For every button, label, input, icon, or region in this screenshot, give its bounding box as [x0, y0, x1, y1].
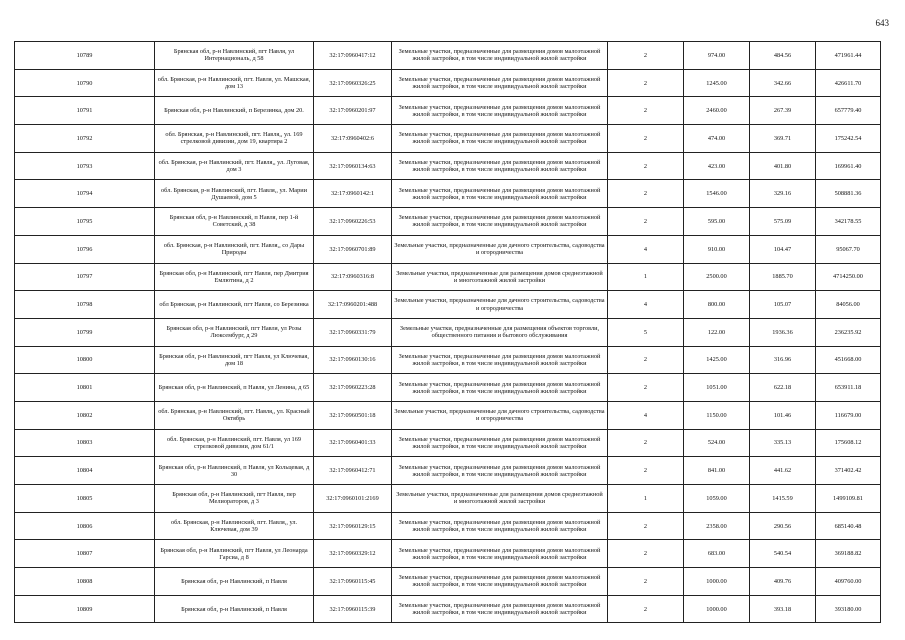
cadastral-value-cell: 451668.00: [816, 346, 881, 374]
table-row: [15, 485, 881, 513]
area-cell: 974.00: [684, 42, 750, 70]
land-use-cell: Земельные участки, предназначенные для размещения домов малоэтажной жилой застройки, в том числе индивидуальной жилой застройки: [392, 568, 608, 596]
address-cell: Брянская обл, р-н Навлинский, п Навля: [155, 595, 314, 623]
table-row: [15, 457, 881, 485]
table-row: [15, 512, 881, 540]
land-use-cell: Земельные участки, предназначенные для размещения домов малоэтажной жилой застройки, в том числе индивидуальной жилой застройки: [392, 42, 608, 70]
cadastral-value-cell: 169961.40: [816, 152, 881, 180]
row-number-cell: 10795: [15, 208, 155, 236]
group-cell: 2: [608, 42, 684, 70]
row-number-cell: 10806: [15, 512, 155, 540]
specific-value-cell: 1885.70: [750, 263, 816, 291]
cadastral-number-cell: 32:17:0960331:79: [314, 318, 392, 346]
area-cell: 910.00: [684, 235, 750, 263]
area-cell: 122.00: [684, 318, 750, 346]
group-cell: 2: [608, 152, 684, 180]
land-use-cell: Земельные участки, предназначенные для дачного строительства, садоводства и огородничества: [392, 291, 608, 319]
row-number-cell: 10798: [15, 291, 155, 319]
specific-value-cell: 316.96: [750, 346, 816, 374]
area-cell: 841.00: [684, 457, 750, 485]
row-number-cell: 10790: [15, 69, 155, 97]
area-cell: 474.00: [684, 125, 750, 153]
land-use-cell: Земельные участки, предназначенные для размещения домов малоэтажной жилой застройки, в том числе индивидуальной жилой застройки: [392, 97, 608, 125]
group-cell: 2: [608, 69, 684, 97]
specific-value-cell: 335.13: [750, 429, 816, 457]
row-number-cell: 10789: [15, 42, 155, 70]
address-cell: Брянская обл, р-н Навлинский, п Навля: [155, 568, 314, 596]
cadastral-value-cell: 95067.70: [816, 235, 881, 263]
group-cell: 2: [608, 568, 684, 596]
area-cell: 1546.00: [684, 180, 750, 208]
specific-value-cell: 369.71: [750, 125, 816, 153]
land-use-cell: Земельные участки, предназначенные для размещения домов малоэтажной жилой застройки, в том числе индивидуальной жилой застройки: [392, 208, 608, 236]
address-cell: обл. Брянская, р-н Навлинский, пгт. Навля,, ул. Луговая, дом 3: [155, 152, 314, 180]
cadastral-number-cell: 32:17:0960401:33: [314, 429, 392, 457]
specific-value-cell: 101.46: [750, 401, 816, 429]
table-row: [15, 346, 881, 374]
page-number: 643: [875, 18, 889, 28]
specific-value-cell: 409.76: [750, 568, 816, 596]
specific-value-cell: 393.18: [750, 595, 816, 623]
area-cell: 2460.00: [684, 97, 750, 125]
table-body: [15, 42, 881, 623]
area-cell: 2358.00: [684, 512, 750, 540]
group-cell: 4: [608, 235, 684, 263]
cadastral-number-cell: 32:17:0960501:18: [314, 401, 392, 429]
cadastral-value-cell: 657779.40: [816, 97, 881, 125]
row-number-cell: 10804: [15, 457, 155, 485]
group-cell: 2: [608, 540, 684, 568]
specific-value-cell: 484.56: [750, 42, 816, 70]
cadastral-number-cell: 32:17:0960329:12: [314, 540, 392, 568]
area-cell: 1425.00: [684, 346, 750, 374]
row-number-cell: 10808: [15, 568, 155, 596]
row-number-cell: 10803: [15, 429, 155, 457]
cadastral-number-cell: 32:17:0960402:6: [314, 125, 392, 153]
cadastral-number-cell: 32:17:0960134:63: [314, 152, 392, 180]
row-number-cell: 10797: [15, 263, 155, 291]
land-use-cell: Земельные участки, предназначенные для размещения домов малоэтажной жилой застройки, в том числе индивидуальной жилой застройки: [392, 512, 608, 540]
cadastral-value-cell: 471961.44: [816, 42, 881, 70]
land-use-cell: Земельные участки, предназначенные для размещения домов малоэтажной жилой застройки, в том числе индивидуальной жилой застройки: [392, 346, 608, 374]
area-cell: 2500.00: [684, 263, 750, 291]
land-use-cell: Земельные участки, предназначенные для размещения домов малоэтажной жилой застройки, в том числе индивидуальной жилой застройки: [392, 595, 608, 623]
cadastral-value-cell: 236235.92: [816, 318, 881, 346]
table-row: [15, 374, 881, 402]
cadastral-value-cell: 371402.42: [816, 457, 881, 485]
row-number-cell: 10799: [15, 318, 155, 346]
area-cell: 1150.00: [684, 401, 750, 429]
specific-value-cell: 1415.59: [750, 485, 816, 513]
cadastral-number-cell: 32:17:0960201:488: [314, 291, 392, 319]
land-use-cell: Земельные участки, предназначенные для размещения домов среднеэтажной и многоэтажной жилой застройки: [392, 263, 608, 291]
cadastral-number-cell: 32:17:0960226:53: [314, 208, 392, 236]
group-cell: 4: [608, 401, 684, 429]
address-cell: обл Брянская, р-н Навлинский, пгт Навля, со Березинка: [155, 291, 314, 319]
cadastral-value-cell: 4714250.00: [816, 263, 881, 291]
cadastral-number-cell: 32:17:0960115:39: [314, 595, 392, 623]
specific-value-cell: 329.16: [750, 180, 816, 208]
land-use-cell: Земельные участки, предназначенные для размещения домов малоэтажной жилой застройки, в том числе индивидуальной жилой застройки: [392, 457, 608, 485]
specific-value-cell: 1936.36: [750, 318, 816, 346]
address-cell: Брянская обл, р-н Навлинский, п Березинка, дом 20.: [155, 97, 314, 125]
cadastral-value-cell: 175608.12: [816, 429, 881, 457]
area-cell: 524.00: [684, 429, 750, 457]
group-cell: 2: [608, 180, 684, 208]
group-cell: 2: [608, 346, 684, 374]
address-cell: Брянская обл, р-н Навлинский, пгт Навля, пер Мелиораторов, д 3: [155, 485, 314, 513]
land-registry-table: [14, 41, 881, 623]
table-row: [15, 291, 881, 319]
cadastral-number-cell: 32:17:0960201:97: [314, 97, 392, 125]
cadastral-number-cell: 32:17:0960316:8: [314, 263, 392, 291]
specific-value-cell: 540.54: [750, 540, 816, 568]
row-number-cell: 10805: [15, 485, 155, 513]
table-row: [15, 42, 881, 70]
address-cell: Брянская обл, р-н Навлинский, п Навля, ул Ленина, д 65: [155, 374, 314, 402]
row-number-cell: 10792: [15, 125, 155, 153]
table-row: [15, 235, 881, 263]
specific-value-cell: 104.47: [750, 235, 816, 263]
cadastral-number-cell: 32:17:0960412:71: [314, 457, 392, 485]
area-cell: 1000.00: [684, 568, 750, 596]
row-number-cell: 10794: [15, 180, 155, 208]
table-row: [15, 263, 881, 291]
group-cell: 2: [608, 457, 684, 485]
address-cell: обл. Брянская, р-н Навлинский, пгт. Навля,, ул. 169 стрелковой дивизии, дом 19, квартира 2: [155, 125, 314, 153]
land-use-cell: Земельные участки, предназначенные для размещения домов малоэтажной жилой застройки, в том числе индивидуальной жилой застройки: [392, 69, 608, 97]
row-number-cell: 10801: [15, 374, 155, 402]
group-cell: 2: [608, 595, 684, 623]
group-cell: 4: [608, 291, 684, 319]
land-use-cell: Земельные участки, предназначенные для размещения домов малоэтажной жилой застройки, в том числе индивидуальной жилой застройки: [392, 125, 608, 153]
cadastral-value-cell: 342178.55: [816, 208, 881, 236]
table-row: [15, 152, 881, 180]
address-cell: обл. Брянская, р-н Навлинский, пгт. Навля,, ул. Красный Октябрь: [155, 401, 314, 429]
area-cell: 423.00: [684, 152, 750, 180]
land-use-cell: Земельные участки, предназначенные для размещения домов среднеэтажной и многоэтажной жилой застройки: [392, 485, 608, 513]
group-cell: 2: [608, 429, 684, 457]
cadastral-number-cell: 32:17:0960223:28: [314, 374, 392, 402]
cadastral-value-cell: 653911.18: [816, 374, 881, 402]
table-row: [15, 568, 881, 596]
address-cell: Брянская обл, р-н Навлинский, пгт Навля, ул Ключевая, дом 18: [155, 346, 314, 374]
group-cell: 1: [608, 485, 684, 513]
land-use-cell: Земельные участки, предназначенные для размещения домов малоэтажной жилой застройки, в том числе индивидуальной жилой застройки: [392, 374, 608, 402]
cadastral-number-cell: 32:17:0960326:25: [314, 69, 392, 97]
group-cell: 2: [608, 97, 684, 125]
address-cell: обл. Брянская, р-н Навлинский, пгт. Навля,, со Дары Природы: [155, 235, 314, 263]
table-row: [15, 318, 881, 346]
land-use-cell: Земельные участки, предназначенные для размещения домов малоэтажной жилой застройки, в том числе индивидуальной жилой застройки: [392, 180, 608, 208]
group-cell: 2: [608, 125, 684, 153]
group-cell: 2: [608, 208, 684, 236]
address-cell: обл. Брянская, р-н Навлинский, пгт. Навля,, ул. Марии Душаевой, дом 5: [155, 180, 314, 208]
cadastral-value-cell: 685140.48: [816, 512, 881, 540]
specific-value-cell: 290.56: [750, 512, 816, 540]
cadastral-number-cell: 32:17:0960701:89: [314, 235, 392, 263]
area-cell: 1000.00: [684, 595, 750, 623]
specific-value-cell: 575.09: [750, 208, 816, 236]
table-row: [15, 401, 881, 429]
cadastral-value-cell: 84056.00: [816, 291, 881, 319]
cadastral-value-cell: 409760.00: [816, 568, 881, 596]
cadastral-number-cell: 32:17:0960101:2169: [314, 485, 392, 513]
cadastral-value-cell: 426611.70: [816, 69, 881, 97]
row-number-cell: 10791: [15, 97, 155, 125]
table-row: [15, 429, 881, 457]
address-cell: обл. Брянская, р-н Навлинский, пгт. Навля, ул 169 стрелковой дивизии, дом 61/1: [155, 429, 314, 457]
address-cell: Брянская обл, р-н Навлинский, п Навля, пер 1-й Советский, д 38: [155, 208, 314, 236]
address-cell: Брянская обл, р-н Навлинский, пгт Навля, ул Леонарда Гарсиа, д 8: [155, 540, 314, 568]
row-number-cell: 10796: [15, 235, 155, 263]
table-row: [15, 208, 881, 236]
cadastral-number-cell: 32:17:0960130:16: [314, 346, 392, 374]
specific-value-cell: 401.80: [750, 152, 816, 180]
cadastral-number-cell: 32:17:0960142:1: [314, 180, 392, 208]
specific-value-cell: 342.66: [750, 69, 816, 97]
group-cell: 1: [608, 263, 684, 291]
group-cell: 5: [608, 318, 684, 346]
address-cell: обл. Брянская, р-н Навлинский, пгт. Навля, ул. Машская, дом 13: [155, 69, 314, 97]
table-row: [15, 125, 881, 153]
land-use-cell: Земельные участки, предназначенные для размещения домов малоэтажной жилой застройки, в том числе индивидуальной жилой застройки: [392, 429, 608, 457]
specific-value-cell: 267.39: [750, 97, 816, 125]
table-row: [15, 69, 881, 97]
row-number-cell: 10802: [15, 401, 155, 429]
group-cell: 2: [608, 374, 684, 402]
cadastral-value-cell: 369188.82: [816, 540, 881, 568]
land-use-cell: Земельные участки, предназначенные для дачного строительства, садоводства и огородничества: [392, 401, 608, 429]
address-cell: Брянская обл, р-н Навлинский, пгт Навля, ул Розы Люксембург, д 29: [155, 318, 314, 346]
cadastral-number-cell: 32:17:0960129:15: [314, 512, 392, 540]
specific-value-cell: 441.62: [750, 457, 816, 485]
address-cell: Брянская обл, р-н Навлинский, п Навля, ул Кольцевая, д 30: [155, 457, 314, 485]
cadastral-number-cell: 32:17:0960115:45: [314, 568, 392, 596]
cadastral-number-cell: 32:17:0960417:12: [314, 42, 392, 70]
table-row: [15, 97, 881, 125]
table-row: [15, 540, 881, 568]
land-use-cell: Земельные участки, предназначенные для размещения домов малоэтажной жилой застройки, в том числе индивидуальной жилой застройки: [392, 540, 608, 568]
cadastral-value-cell: 175242.54: [816, 125, 881, 153]
cadastral-value-cell: 1499109.81: [816, 485, 881, 513]
area-cell: 1059.00: [684, 485, 750, 513]
table-row: [15, 595, 881, 623]
area-cell: 800.00: [684, 291, 750, 319]
group-cell: 2: [608, 512, 684, 540]
area-cell: 683.00: [684, 540, 750, 568]
row-number-cell: 10793: [15, 152, 155, 180]
specific-value-cell: 105.07: [750, 291, 816, 319]
address-cell: Брянская обл, р-н Навлинский, пгт Навля, ул Интернациональ, д 58: [155, 42, 314, 70]
area-cell: 1051.00: [684, 374, 750, 402]
land-use-cell: Земельные участки, предназначенные для дачного строительства, садоводства и огородничества: [392, 235, 608, 263]
cadastral-value-cell: 116679.00: [816, 401, 881, 429]
row-number-cell: 10809: [15, 595, 155, 623]
land-use-cell: Земельные участки, предназначенные для размещения объектов торговли, общественного питания и бытового обслуживания: [392, 318, 608, 346]
land-use-cell: Земельные участки, предназначенные для размещения домов малоэтажной жилой застройки, в том числе индивидуальной жилой застройки: [392, 152, 608, 180]
table-row: [15, 180, 881, 208]
address-cell: обл. Брянская, р-н Навлинский, пгт. Навля,, ул. Ключевая, дом 39: [155, 512, 314, 540]
cadastral-value-cell: 508881.36: [816, 180, 881, 208]
row-number-cell: 10800: [15, 346, 155, 374]
specific-value-cell: 622.18: [750, 374, 816, 402]
area-cell: 595.00: [684, 208, 750, 236]
address-cell: Брянская обл, р-н Навлинский, пгт Навля, пер Дмитрия Емлютина, д 2: [155, 263, 314, 291]
cadastral-value-cell: 393180.00: [816, 595, 881, 623]
area-cell: 1245.00: [684, 69, 750, 97]
row-number-cell: 10807: [15, 540, 155, 568]
